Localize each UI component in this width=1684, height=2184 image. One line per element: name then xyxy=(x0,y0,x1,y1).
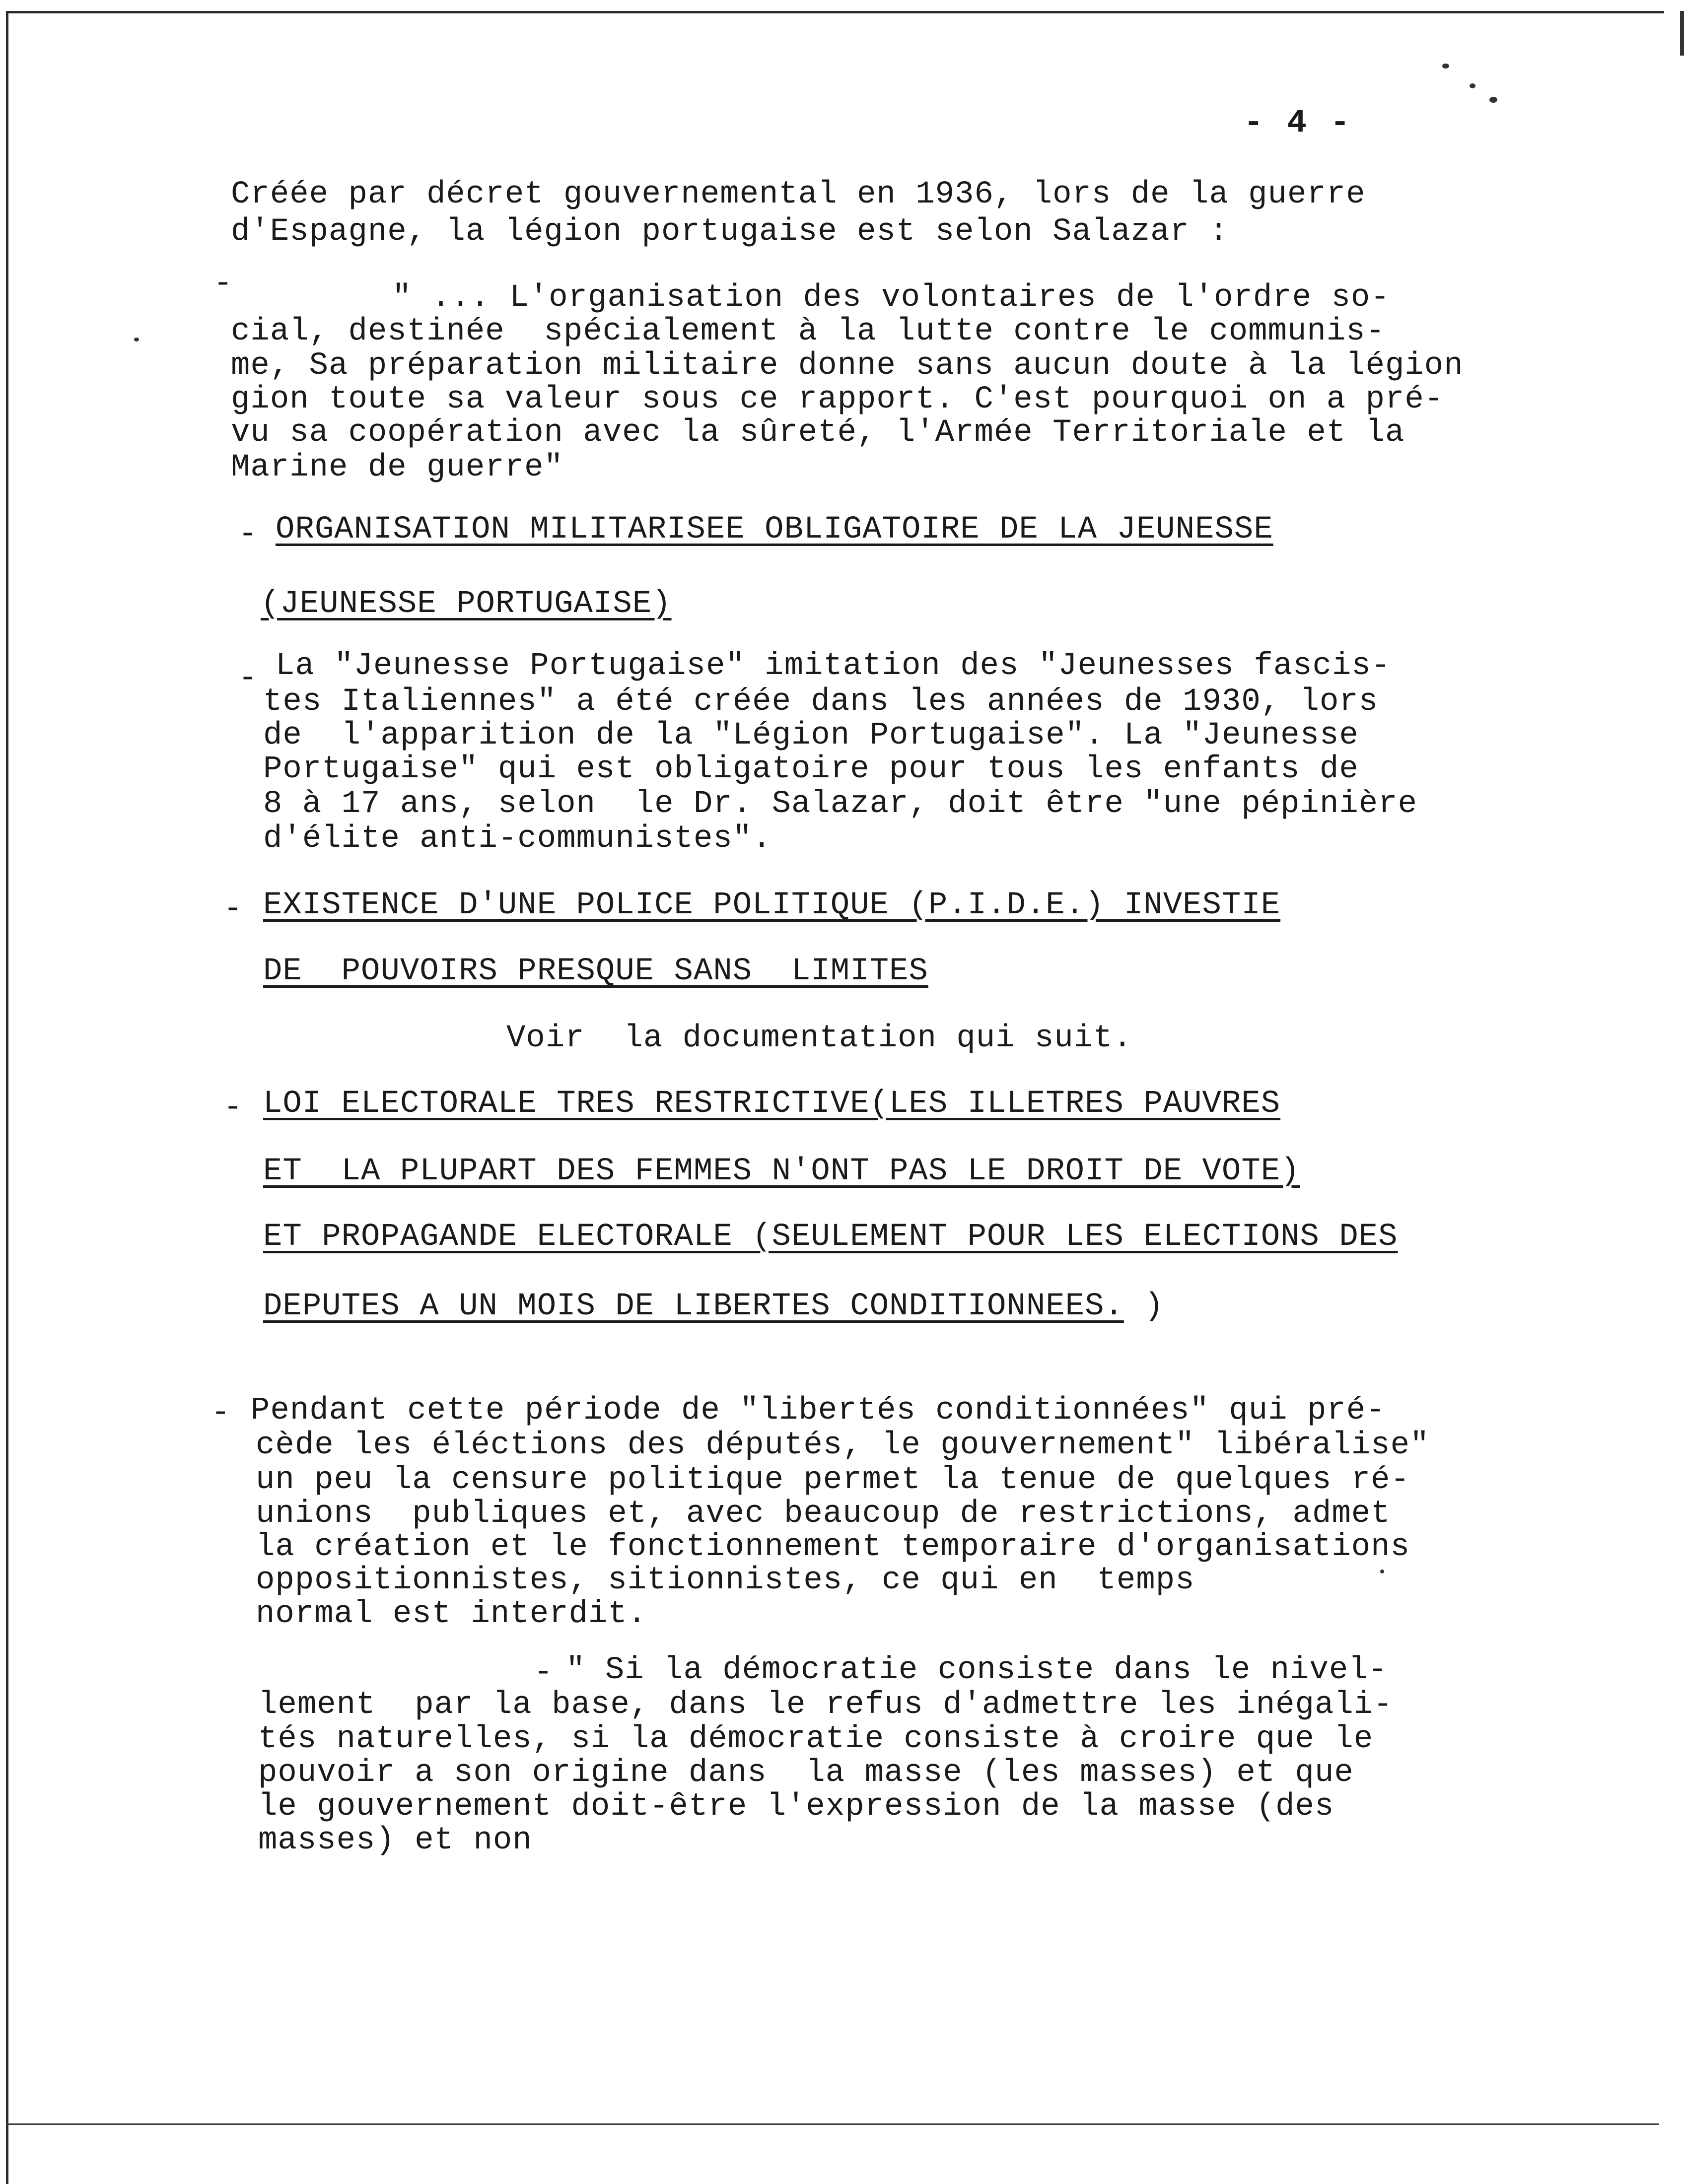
body-line: tes Italiennes" a été créée dans les années de 1930, lors xyxy=(263,684,1379,720)
quote-line: gion toute sa valeur sous ce rapport. C'est pourquoi on a pré- xyxy=(231,382,1444,417)
page-number: - 4 - xyxy=(1244,104,1352,141)
quote-line: vu sa coopération avec la sûreté, l'Armée Territoriale et la xyxy=(231,415,1405,451)
body-line: la création et le fonctionnement temporaire d'organisations xyxy=(256,1529,1410,1565)
quote-line: " Si la démocratie consiste dans le nivel- xyxy=(566,1652,1388,1688)
quote-line: le gouvernement doit-être l'expression de la masse (des xyxy=(258,1789,1334,1825)
ink-speck xyxy=(1470,83,1475,88)
body-line: de l'apparition de la "Légion Portugaise". La "Jeunesse xyxy=(263,718,1359,753)
section-heading: EXISTENCE D'UNE POLICE POLITIQUE (P.I.D.E.) INVESTIE xyxy=(263,887,1281,923)
body-line: Pendant cette période de "libertés conditionnées" qui pré- xyxy=(251,1393,1386,1429)
bullet-dash: - xyxy=(223,891,243,927)
quote-line: " ... L'organisation des volontaires de l'ordre so- xyxy=(392,280,1390,316)
see-note: Voir la documentation qui suit. xyxy=(506,1021,1132,1056)
bullet-dash: - xyxy=(223,1090,243,1126)
margin-mark: - xyxy=(213,266,233,302)
intro-line: d'Espagne, la légion portugaise est selon Salazar : xyxy=(231,214,1229,250)
heading-close-paren: ) xyxy=(1144,1289,1164,1324)
section-heading: DEPUTES A UN MOIS DE LIBERTES CONDITIONNEES. xyxy=(263,1289,1124,1324)
page-border-left xyxy=(6,11,8,2184)
body-line: cède les éléctions des députés, le gouvernement" libéralise" xyxy=(256,1428,1430,1463)
bullet-dash: - xyxy=(238,661,258,696)
quote-line: me, Sa préparation militaire donne sans aucun doute à la légion xyxy=(231,348,1464,384)
ink-speck xyxy=(134,338,139,341)
ink-speck xyxy=(1489,97,1497,103)
section-heading: DE POUVOIRS PRESQUE SANS LIMITES xyxy=(263,954,928,989)
quote-line: Marine de guerre" xyxy=(231,450,563,485)
quote-line: masses) et non xyxy=(258,1823,532,1858)
section-heading: LOI ELECTORALE TRES RESTRICTIVE(LES ILLETRES PAUVRES xyxy=(263,1086,1281,1122)
body-line: oppositionnistes, sitionnistes, ce qui en temps xyxy=(256,1563,1195,1598)
section-heading: ORGANISATION MILITARISEE OBLIGATOIRE DE LA JEUNESSE xyxy=(276,512,1273,547)
bullet-dash: - xyxy=(238,517,258,552)
page-border-top xyxy=(6,11,1664,13)
intro-line: Créée par décret gouvernemental en 1936, lors de la guerre xyxy=(231,177,1366,212)
body-line: La "Jeunesse Portugaise" imitation des "Jeunesses fascis- xyxy=(276,648,1391,684)
section-heading: ET PROPAGANDE ELECTORALE (SEULEMENT POUR LES ELECTIONS DES xyxy=(263,1219,1398,1255)
section-heading: ET LA PLUPART DES FEMMES N'ONT PAS LE DROIT DE VOTE) xyxy=(263,1154,1300,1189)
body-line: unions publiques et, avec beaucoup de restrictions, admet xyxy=(256,1496,1391,1532)
body-line: Portugaise" qui est obligatoire pour tous les enfants de xyxy=(263,751,1359,787)
ink-speck xyxy=(1380,1570,1384,1573)
body-line: un peu la censure politique permet la tenue de quelques ré- xyxy=(256,1462,1410,1498)
ink-speck xyxy=(1442,64,1449,68)
page-border-bottom xyxy=(6,2123,1659,2125)
quote-line: pouvoir a son origine dans la masse (les masses) et que xyxy=(258,1755,1354,1791)
body-line: d'élite anti-communistes". xyxy=(263,821,772,857)
bullet-dash: - xyxy=(211,1395,230,1431)
quote-line: tés naturelles, si la démocratie consiste à croire que le xyxy=(258,1721,1374,1757)
section-heading: (JEUNESSE PORTUGAISE) xyxy=(261,586,672,622)
page-border-right xyxy=(1680,11,1684,56)
body-line: 8 à 17 ans, selon le Dr. Salazar, doit être "une pépinière xyxy=(263,786,1417,822)
quote-line: cial, destinée spécialement à la lutte contre le communis- xyxy=(231,314,1385,349)
bullet-dash: - xyxy=(534,1655,553,1691)
body-line: normal est interdit. xyxy=(256,1596,647,1632)
quote-line: lement par la base, dans le refus d'admettre les inégali- xyxy=(258,1687,1393,1723)
